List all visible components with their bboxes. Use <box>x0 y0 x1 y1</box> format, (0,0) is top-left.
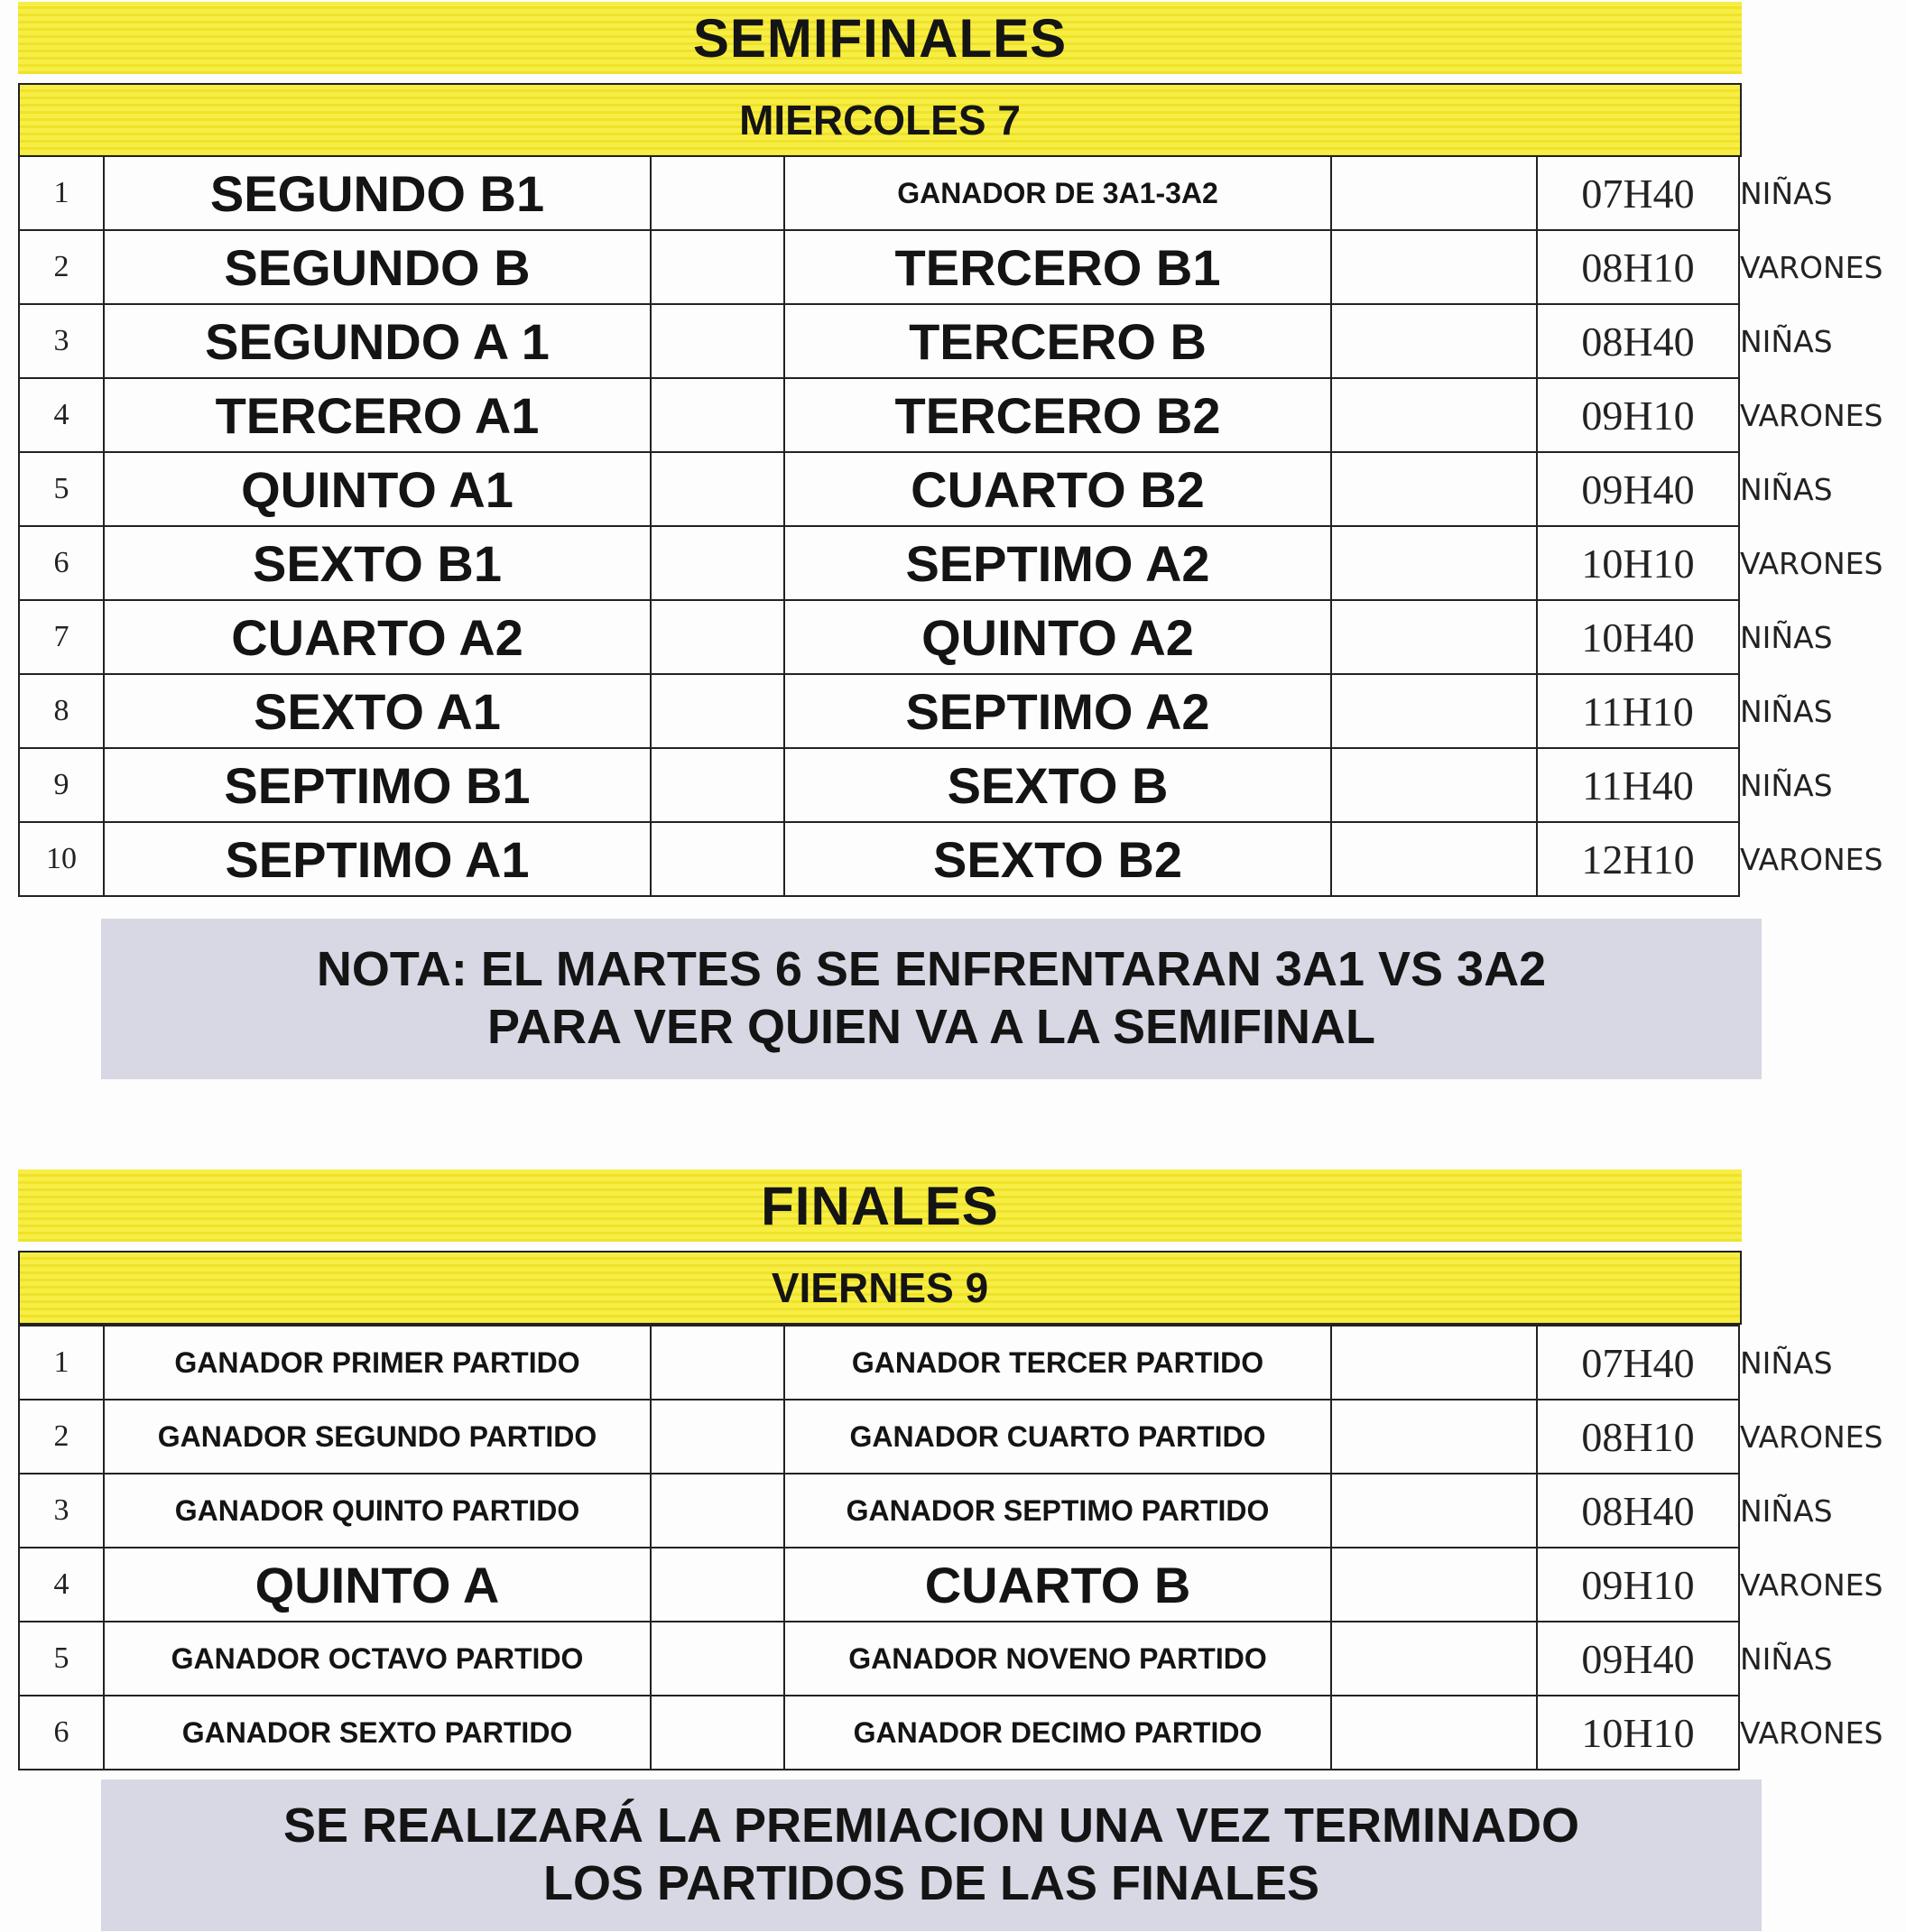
spacer-cell <box>1331 156 1537 230</box>
team-b: GANADOR DE 3A1-3A2 <box>784 156 1331 230</box>
spacer-cell <box>651 1474 784 1548</box>
match-time: 10H10 <box>1537 1696 1739 1770</box>
match-number: 4 <box>19 378 104 452</box>
team-a: GANADOR QUINTO PARTIDO <box>104 1474 651 1548</box>
semifinales-note <box>101 919 1762 1079</box>
match-row <box>19 156 1743 230</box>
team-b: CUARTO B <box>784 1548 1331 1622</box>
spacer-cell <box>1331 822 1537 896</box>
team-b: GANADOR NOVENO PARTIDO <box>784 1622 1331 1696</box>
spacer-cell <box>651 452 784 526</box>
team-a: SEXTO A1 <box>104 674 651 748</box>
team-a: GANADOR OCTAVO PARTIDO <box>104 1622 651 1696</box>
match-time: 07H40 <box>1537 156 1739 230</box>
team-b: CUARTO B2 <box>784 452 1331 526</box>
spacer-cell <box>651 822 784 896</box>
team-b: QUINTO A2 <box>784 600 1331 674</box>
semifinales-table <box>18 155 1883 897</box>
match-category: VARONES <box>1740 397 1883 433</box>
semifinales-note-line1: NOTA: EL MARTES 6 SE ENFRENTARAN 3A1 VS 3A2 <box>316 942 1547 997</box>
team-b: SEPTIMO A2 <box>784 674 1331 748</box>
match-time: 08H40 <box>1537 304 1739 378</box>
team-a: GANADOR PRIMER PARTIDO <box>104 1326 651 1400</box>
spacer-cell <box>651 526 784 600</box>
match-category: NIÑAS <box>1740 175 1833 211</box>
spacer-cell <box>1331 452 1537 526</box>
spacer-cell <box>651 1696 784 1770</box>
finales-note-line1: SE REALIZARÁ LA PREMIACION UNA VEZ TERMINADO <box>282 1798 1579 1853</box>
match-time: 09H40 <box>1537 452 1739 526</box>
team-b: TERCERO B1 <box>784 230 1331 304</box>
spacer-cell <box>1331 674 1537 748</box>
match-time: 11H10 <box>1537 674 1739 748</box>
finales-day: VIERNES 9 <box>18 1251 1742 1325</box>
match-time: 11H40 <box>1537 748 1739 822</box>
spacer-cell <box>1331 230 1537 304</box>
match-number: 9 <box>19 748 104 822</box>
spacer-cell <box>651 1326 784 1400</box>
team-a: CUARTO A2 <box>104 600 651 674</box>
match-category: NIÑAS <box>1740 1641 1833 1677</box>
team-b: GANADOR TERCER PARTIDO <box>784 1326 1331 1400</box>
spacer-cell <box>651 1400 784 1474</box>
spacer-cell <box>1331 1696 1537 1770</box>
finales-table <box>18 1325 1883 1770</box>
finales-note-line2: LOS PARTIDOS DE LAS FINALES <box>542 1856 1320 1910</box>
match-category: VARONES <box>1740 1419 1883 1455</box>
match-number: 4 <box>19 1548 104 1622</box>
match-number: 2 <box>19 230 104 304</box>
spacer-cell <box>651 230 784 304</box>
match-time: 07H40 <box>1537 1326 1739 1400</box>
match-number: 1 <box>19 156 104 230</box>
spacer-cell <box>1331 600 1537 674</box>
match-time: 10H40 <box>1537 600 1739 674</box>
spacer-cell <box>1331 1400 1537 1474</box>
spacer-cell <box>1331 378 1537 452</box>
match-row <box>19 674 1743 748</box>
match-category: VARONES <box>1740 545 1883 581</box>
spacer-cell <box>1331 304 1537 378</box>
match-time: 09H10 <box>1537 378 1739 452</box>
team-a: SEGUNDO B1 <box>104 156 651 230</box>
team-a: QUINTO A <box>104 1548 651 1622</box>
match-category: NIÑAS <box>1740 693 1833 729</box>
match-row <box>19 600 1743 674</box>
team-b: SEXTO B2 <box>784 822 1331 896</box>
match-row <box>19 1474 1743 1548</box>
team-b: SEPTIMO A2 <box>784 526 1331 600</box>
finales-title: FINALES <box>18 1169 1742 1242</box>
match-number: 1 <box>19 1326 104 1400</box>
match-number: 3 <box>19 1474 104 1548</box>
match-time: 08H10 <box>1537 230 1739 304</box>
team-b: TERCERO B <box>784 304 1331 378</box>
team-b: GANADOR DECIMO PARTIDO <box>784 1696 1331 1770</box>
spacer-cell <box>1331 1622 1537 1696</box>
match-category: NIÑAS <box>1740 323 1833 359</box>
match-category: VARONES <box>1740 1715 1883 1751</box>
match-row <box>19 1622 1743 1696</box>
team-a: SEGUNDO B <box>104 230 651 304</box>
match-row <box>19 452 1743 526</box>
match-category: NIÑAS <box>1740 619 1833 655</box>
match-category: NIÑAS <box>1740 1345 1833 1381</box>
match-time: 12H10 <box>1537 822 1739 896</box>
match-row <box>19 822 1743 896</box>
match-number: 6 <box>19 1696 104 1770</box>
match-category: VARONES <box>1740 1567 1883 1603</box>
spacer-cell <box>651 748 784 822</box>
match-number: 6 <box>19 526 104 600</box>
team-a: SEPTIMO B1 <box>104 748 651 822</box>
match-row <box>19 230 1743 304</box>
match-number: 7 <box>19 600 104 674</box>
match-category: NIÑAS <box>1740 471 1833 507</box>
team-b: SEXTO B <box>784 748 1331 822</box>
semifinales-day: MIERCOLES 7 <box>18 83 1742 157</box>
spacer-cell <box>651 1622 784 1696</box>
spacer-cell <box>1331 1474 1537 1548</box>
match-row <box>19 1400 1743 1474</box>
semifinales-title: SEMIFINALES <box>18 2 1742 74</box>
team-a: TERCERO A1 <box>104 378 651 452</box>
spacer-cell <box>651 156 784 230</box>
match-row <box>19 1548 1743 1622</box>
team-a: QUINTO A1 <box>104 452 651 526</box>
spacer-cell <box>651 600 784 674</box>
team-a: SEXTO B1 <box>104 526 651 600</box>
team-b: GANADOR SEPTIMO PARTIDO <box>784 1474 1331 1548</box>
team-a: SEGUNDO A 1 <box>104 304 651 378</box>
match-number: 10 <box>19 822 104 896</box>
match-number: 8 <box>19 674 104 748</box>
match-category: NIÑAS <box>1740 767 1833 803</box>
spacer-cell <box>651 674 784 748</box>
finales-note <box>101 1779 1762 1931</box>
match-time: 08H40 <box>1537 1474 1739 1548</box>
match-time: 08H10 <box>1537 1400 1739 1474</box>
spacer-cell <box>651 304 784 378</box>
match-number: 2 <box>19 1400 104 1474</box>
team-a: GANADOR SEXTO PARTIDO <box>104 1696 651 1770</box>
team-a: SEPTIMO A1 <box>104 822 651 896</box>
match-category: NIÑAS <box>1740 1493 1833 1529</box>
match-row <box>19 304 1743 378</box>
match-time: 09H40 <box>1537 1622 1739 1696</box>
spacer-cell <box>1331 1548 1537 1622</box>
match-time: 10H10 <box>1537 526 1739 600</box>
semifinales-note-line2: PARA VER QUIEN VA A LA SEMIFINAL <box>486 1000 1376 1054</box>
match-number: 5 <box>19 1622 104 1696</box>
match-row <box>19 1326 1743 1400</box>
match-row <box>19 748 1743 822</box>
spacer-cell <box>651 1548 784 1622</box>
match-time: 09H10 <box>1537 1548 1739 1622</box>
match-row <box>19 378 1743 452</box>
match-number: 3 <box>19 304 104 378</box>
spacer-cell <box>1331 526 1537 600</box>
match-category: VARONES <box>1740 249 1883 285</box>
team-a: GANADOR SEGUNDO PARTIDO <box>104 1400 651 1474</box>
spacer-cell <box>1331 1326 1537 1400</box>
match-row <box>19 526 1743 600</box>
match-number: 5 <box>19 452 104 526</box>
team-b: GANADOR CUARTO PARTIDO <box>784 1400 1331 1474</box>
spacer-cell <box>651 378 784 452</box>
team-b: TERCERO B2 <box>784 378 1331 452</box>
match-row <box>19 1696 1743 1770</box>
match-category: VARONES <box>1740 841 1883 877</box>
spacer-cell <box>1331 748 1537 822</box>
